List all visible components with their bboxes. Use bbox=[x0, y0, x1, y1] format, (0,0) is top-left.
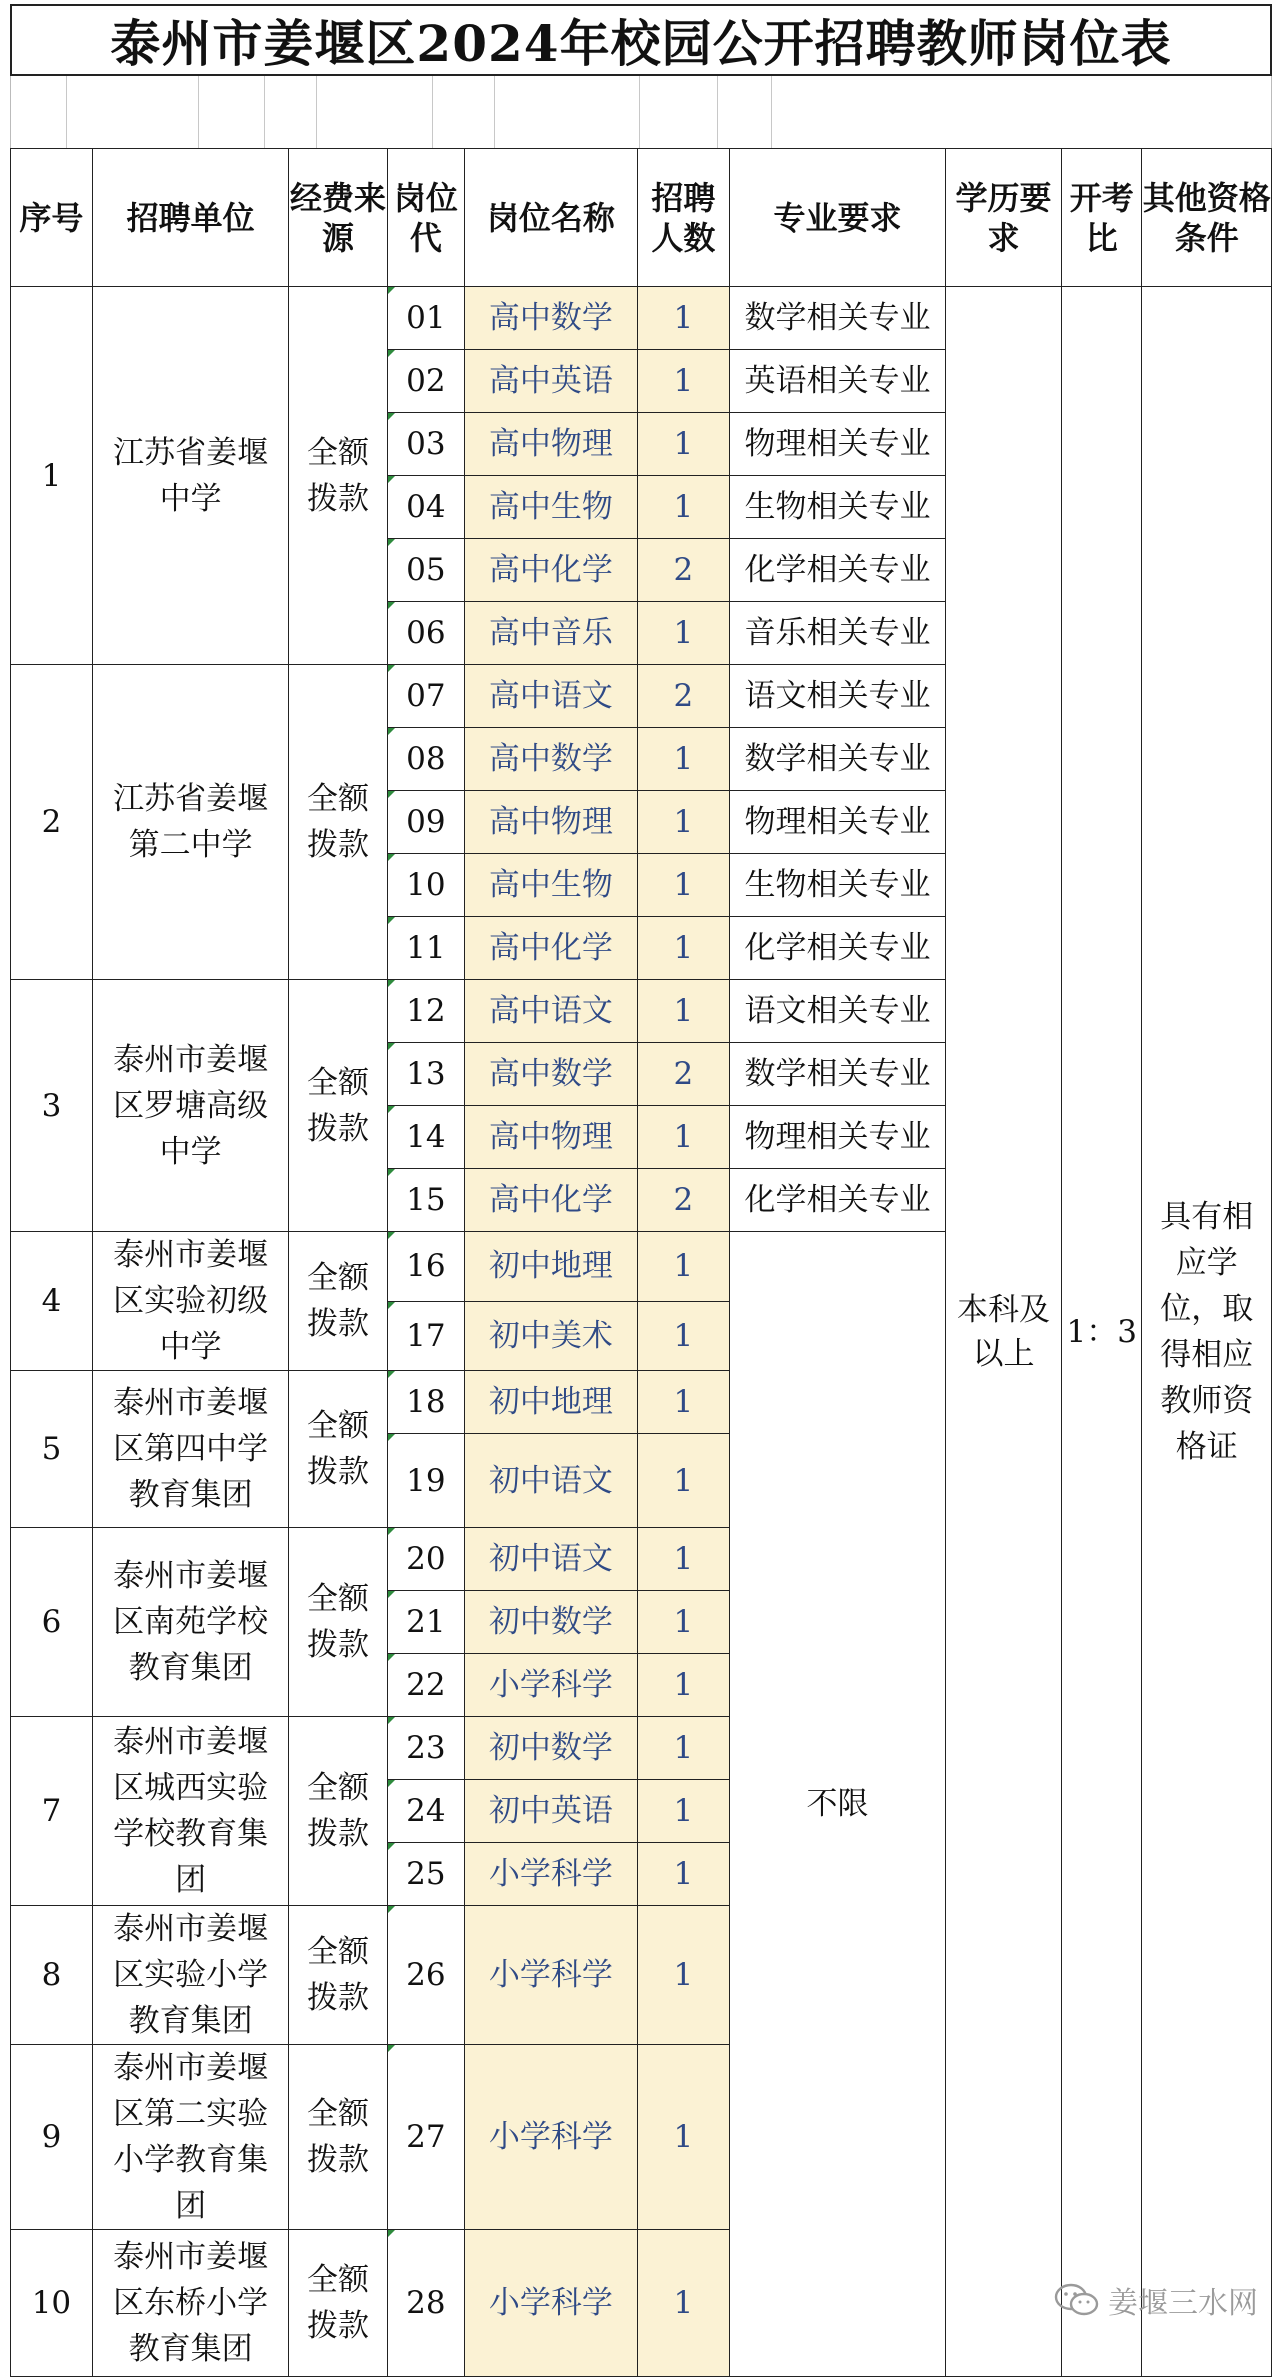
position-count: 1 bbox=[637, 1843, 729, 1906]
header-ratio: 开考比 bbox=[1062, 149, 1142, 287]
position-code: 12 bbox=[387, 980, 464, 1043]
funding-source: 全额拨款 bbox=[289, 287, 387, 665]
header-position: 岗位名称 bbox=[465, 149, 638, 287]
unit-seq: 2 bbox=[11, 665, 93, 980]
major-requirement: 语文相关专业 bbox=[730, 980, 946, 1043]
position-name: 高中生物 bbox=[465, 476, 638, 539]
position-code: 10 bbox=[387, 854, 464, 917]
position-name: 小学科学 bbox=[465, 1654, 638, 1717]
position-code: 20 bbox=[387, 1528, 464, 1591]
position-code: 04 bbox=[387, 476, 464, 539]
unit-seq: 8 bbox=[11, 1906, 93, 2045]
position-count: 1 bbox=[637, 2230, 729, 2377]
funding-source: 全额拨款 bbox=[289, 2230, 387, 2377]
position-code: 02 bbox=[387, 350, 464, 413]
unit-name: 泰州市姜堰区实验初级中学 bbox=[92, 1232, 289, 1371]
header-education: 学历要求 bbox=[945, 149, 1061, 287]
funding-source: 全额拨款 bbox=[289, 1232, 387, 1371]
unit-seq: 1 bbox=[11, 287, 93, 665]
unit-seq: 7 bbox=[11, 1717, 93, 1906]
position-count: 1 bbox=[637, 980, 729, 1043]
position-name: 高中英语 bbox=[465, 350, 638, 413]
position-code: 08 bbox=[387, 728, 464, 791]
position-count: 1 bbox=[637, 1717, 729, 1780]
position-code: 23 bbox=[387, 1717, 464, 1780]
unit-seq: 9 bbox=[11, 2045, 93, 2230]
education-requirement: 本科及以上 bbox=[945, 287, 1061, 2377]
position-code: 18 bbox=[387, 1371, 464, 1434]
position-name: 初中语文 bbox=[465, 1434, 638, 1528]
position-code: 21 bbox=[387, 1591, 464, 1654]
unit-name: 江苏省姜堰中学 bbox=[92, 287, 289, 665]
position-count: 1 bbox=[637, 413, 729, 476]
position-name: 高中生物 bbox=[465, 854, 638, 917]
major-requirement: 化学相关专业 bbox=[730, 917, 946, 980]
position-code: 01 bbox=[387, 287, 464, 350]
page-title: 泰州市姜堰区2024年校园公开招聘教师岗位表 bbox=[10, 4, 1272, 76]
position-count: 2 bbox=[637, 1169, 729, 1232]
position-code: 19 bbox=[387, 1434, 464, 1528]
major-requirement: 生物相关专业 bbox=[730, 476, 946, 539]
position-count: 1 bbox=[637, 854, 729, 917]
position-count: 1 bbox=[637, 917, 729, 980]
position-count: 1 bbox=[637, 1106, 729, 1169]
header-other: 其他资格条件 bbox=[1142, 149, 1272, 287]
position-code: 07 bbox=[387, 665, 464, 728]
position-name: 高中化学 bbox=[465, 1169, 638, 1232]
unit-seq: 3 bbox=[11, 980, 93, 1232]
position-code: 13 bbox=[387, 1043, 464, 1106]
other-qualifications: 具有相应学位，取得相应教师资格证 bbox=[1142, 287, 1272, 2377]
position-count: 1 bbox=[637, 791, 729, 854]
position-name: 高中化学 bbox=[465, 917, 638, 980]
major-requirement: 语文相关专业 bbox=[730, 665, 946, 728]
position-code: 05 bbox=[387, 539, 464, 602]
unit-seq: 5 bbox=[11, 1371, 93, 1528]
position-name: 小学科学 bbox=[465, 1906, 638, 2045]
position-count: 1 bbox=[637, 1232, 729, 1302]
header-code: 岗位代 bbox=[387, 149, 464, 287]
header-count: 招聘人数 bbox=[637, 149, 729, 287]
position-count: 1 bbox=[637, 1301, 729, 1371]
position-count: 2 bbox=[637, 539, 729, 602]
position-count: 1 bbox=[637, 602, 729, 665]
major-requirement: 生物相关专业 bbox=[730, 854, 946, 917]
header-major: 专业要求 bbox=[730, 149, 946, 287]
position-name: 小学科学 bbox=[465, 1843, 638, 1906]
position-count: 2 bbox=[637, 1043, 729, 1106]
unit-seq: 10 bbox=[11, 2230, 93, 2377]
position-code: 26 bbox=[387, 1906, 464, 2045]
header-funding: 经费来源 bbox=[289, 149, 387, 287]
header-seq: 序号 bbox=[11, 149, 93, 287]
funding-source: 全额拨款 bbox=[289, 665, 387, 980]
position-name: 高中数学 bbox=[465, 287, 638, 350]
watermark bbox=[1054, 2278, 1258, 2322]
position-code: 28 bbox=[387, 2230, 464, 2377]
funding-source: 全额拨款 bbox=[289, 1906, 387, 2045]
position-code: 16 bbox=[387, 1232, 464, 1302]
watermark-text: 姜堰三水网 bbox=[1108, 2286, 1258, 2321]
funding-source: 全额拨款 bbox=[289, 1371, 387, 1528]
position-name: 小学科学 bbox=[465, 2230, 638, 2377]
position-code: 11 bbox=[387, 917, 464, 980]
unit-name: 泰州市姜堰区城西实验学校教育集团 bbox=[92, 1717, 289, 1906]
position-count: 1 bbox=[637, 1654, 729, 1717]
funding-source: 全额拨款 bbox=[289, 980, 387, 1232]
funding-source: 全额拨款 bbox=[289, 1528, 387, 1717]
wechat-icon bbox=[1054, 2283, 1100, 2317]
unit-name: 泰州市姜堰区实验小学教育集团 bbox=[92, 1906, 289, 2045]
position-code: 22 bbox=[387, 1654, 464, 1717]
position-count: 1 bbox=[637, 476, 729, 539]
position-name: 小学科学 bbox=[465, 2045, 638, 2230]
position-count: 1 bbox=[637, 1780, 729, 1843]
position-count: 2 bbox=[637, 665, 729, 728]
position-name: 高中语文 bbox=[465, 665, 638, 728]
position-name: 初中语文 bbox=[465, 1528, 638, 1591]
position-name: 高中物理 bbox=[465, 1106, 638, 1169]
position-name: 高中语文 bbox=[465, 980, 638, 1043]
unit-name: 江苏省姜堰第二中学 bbox=[92, 665, 289, 980]
unit-name: 泰州市姜堰区东桥小学教育集团 bbox=[92, 2230, 289, 2377]
header-unit: 招聘单位 bbox=[92, 149, 289, 287]
position-code: 24 bbox=[387, 1780, 464, 1843]
unit-seq: 6 bbox=[11, 1528, 93, 1717]
position-name: 初中美术 bbox=[465, 1301, 638, 1371]
position-count: 1 bbox=[637, 1591, 729, 1654]
unit-name: 泰州市姜堰区南苑学校教育集团 bbox=[92, 1528, 289, 1717]
table-row bbox=[11, 287, 1272, 350]
major-requirement: 化学相关专业 bbox=[730, 539, 946, 602]
major-requirement: 英语相关专业 bbox=[730, 350, 946, 413]
position-name: 高中数学 bbox=[465, 728, 638, 791]
position-name: 初中数学 bbox=[465, 1591, 638, 1654]
position-count: 1 bbox=[637, 1434, 729, 1528]
position-count: 1 bbox=[637, 2045, 729, 2230]
blank-spreadsheet-row bbox=[10, 76, 1272, 148]
major-requirement: 物理相关专业 bbox=[730, 413, 946, 476]
major-requirement: 数学相关专业 bbox=[730, 728, 946, 791]
position-name: 高中物理 bbox=[465, 791, 638, 854]
position-code: 14 bbox=[387, 1106, 464, 1169]
position-code: 25 bbox=[387, 1843, 464, 1906]
position-code: 09 bbox=[387, 791, 464, 854]
position-code: 17 bbox=[387, 1301, 464, 1371]
unit-seq: 4 bbox=[11, 1232, 93, 1371]
unit-name: 泰州市姜堰区第二实验小学教育集团 bbox=[92, 2045, 289, 2230]
position-name: 初中数学 bbox=[465, 1717, 638, 1780]
position-name: 初中地理 bbox=[465, 1232, 638, 1302]
position-name: 初中英语 bbox=[465, 1780, 638, 1843]
major-requirement: 数学相关专业 bbox=[730, 1043, 946, 1106]
funding-source: 全额拨款 bbox=[289, 2045, 387, 2230]
position-count: 1 bbox=[637, 1528, 729, 1591]
major-requirement: 不限 bbox=[730, 1232, 946, 2377]
position-code: 06 bbox=[387, 602, 464, 665]
position-name: 初中地理 bbox=[465, 1371, 638, 1434]
recruitment-table bbox=[10, 148, 1272, 2377]
major-requirement: 物理相关专业 bbox=[730, 1106, 946, 1169]
position-count: 1 bbox=[637, 1906, 729, 2045]
position-name: 高中音乐 bbox=[465, 602, 638, 665]
header-row bbox=[11, 149, 1272, 287]
position-count: 1 bbox=[637, 350, 729, 413]
major-requirement: 物理相关专业 bbox=[730, 791, 946, 854]
position-count: 1 bbox=[637, 728, 729, 791]
position-code: 15 bbox=[387, 1169, 464, 1232]
position-name: 高中数学 bbox=[465, 1043, 638, 1106]
position-count: 1 bbox=[637, 287, 729, 350]
major-requirement: 音乐相关专业 bbox=[730, 602, 946, 665]
funding-source: 全额拨款 bbox=[289, 1717, 387, 1906]
position-name: 高中物理 bbox=[465, 413, 638, 476]
unit-name: 泰州市姜堰区罗塘高级中学 bbox=[92, 980, 289, 1232]
position-code: 03 bbox=[387, 413, 464, 476]
unit-name: 泰州市姜堰区第四中学教育集团 bbox=[92, 1371, 289, 1528]
exam-ratio: 1：3 bbox=[1062, 287, 1142, 2377]
major-requirement: 化学相关专业 bbox=[730, 1169, 946, 1232]
position-name: 高中化学 bbox=[465, 539, 638, 602]
position-code: 27 bbox=[387, 2045, 464, 2230]
position-count: 1 bbox=[637, 1371, 729, 1434]
major-requirement: 数学相关专业 bbox=[730, 287, 946, 350]
